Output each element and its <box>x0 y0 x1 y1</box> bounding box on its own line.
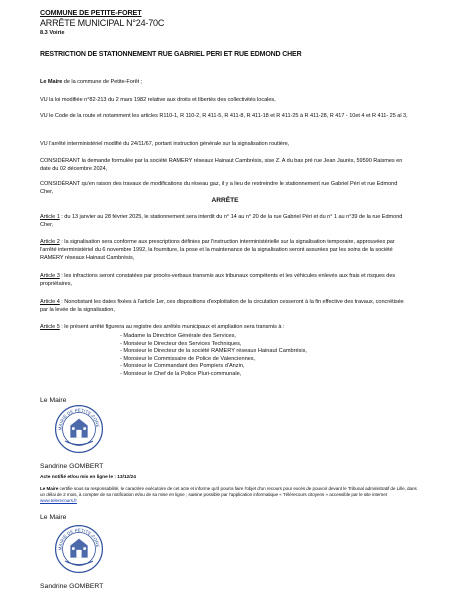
signature-2-name: Sandrine GOMBERT <box>40 583 104 590</box>
arrete-objet: RESTRICTION DE STATIONNEMENT RUE GABRIEL PERI ET RUE EDMOND CHER <box>40 51 302 58</box>
visa-1: VU la loi modifiée n°82-213 du 2 mars 1982 relative aux droits et libertés des collectivités locales, <box>40 97 276 103</box>
destinataire-item: - Madame la Directrice Générale des Services, <box>120 333 236 339</box>
article-4 <box>40 298 412 314</box>
affichage-date: Acte notifié et/ou mis en ligne le : 13/12/24 <box>40 475 136 480</box>
commune-name: COMMUNE DE PETITE-FORET <box>40 8 142 17</box>
destinataires-list <box>120 333 307 379</box>
article-2 <box>40 238 412 262</box>
seal-text: MAIRIE DE PETITE-FORE <box>57 407 101 431</box>
article-5 <box>40 323 412 331</box>
seal-text: MAIRIE DE PETITE-FORE <box>57 527 101 551</box>
recours-bold: Le Maire <box>40 486 59 491</box>
signature-2-label: Le Maire <box>40 514 67 521</box>
considerant-1: CONSIDÉRANT la demande formulée par la société RAMERY réseaux Hainaut Cambrésis, sise Z. A du bas pré rue Jean Jaurès, 59590 Raismes en date du 02 décembre 2024, <box>40 158 403 172</box>
article-4-text: : Nonobstant les dates fixées à l'article 1er, ces dispositions d'exploitation de la circulation cesseront à la fin effective des travaux, concrétisée par la levée de la signalisation, <box>40 299 404 313</box>
article-3-label: Article 3 <box>40 273 60 279</box>
signature-1-label: Le Maire <box>40 397 67 404</box>
maire-intro-text: de la commune de Petite-Forêt ; <box>62 79 143 85</box>
rubrique: 8.3 Voirie <box>40 30 65 36</box>
article-2-label: Article 2 <box>40 239 60 245</box>
arrete-number: ARRÊTE MUNICIPAL N°24-70C <box>40 18 165 28</box>
signature-1-name: Sandrine GOMBERT <box>40 463 104 470</box>
article-4-label: Article 4 <box>40 299 60 305</box>
arrete-heading: ARRÊTE <box>211 197 239 204</box>
recours-text: certifie sous sa responsabilité, le caractère exécutoire de cet acte et informe qu'il pourra faire l'objet d'un recours pour excès de pouvoir devant le Tribunal administratif de Lille, dans un délai de 2 mois, à compter de sa notification et/ou de sa mise en ligne ; saisine possible par l'application informatique « Télérecours citoyens » accessible par le site internet <box>40 486 417 497</box>
article-2-text: : la signalisation sera conforme aux prescriptions définies par l'instruction interministérielle sur la signalisation temporaire, approuvées par l'arrêté interministériel du 6 novembre 1992, la fourniture, la pose et la maintenance de la signalisation seront assurées par les soins de la société RAMERY réseaux Hainaut Cambrésis, <box>40 239 395 261</box>
destinataire-item: - Monsieur le Directeur de la société RAMERY réseaux Hainaut Cambrésis, <box>120 348 307 355</box>
article-5-label: Article 5 <box>40 324 60 330</box>
article-3-text: : les infractions seront constatées par procès-verbaux transmis aux tribunaux compétents et les véhicules enlevés aux frais et risques des propriétaires, <box>40 273 396 287</box>
recours-notice <box>40 486 420 504</box>
telerecours-link[interactable]: www.telerecours.fr <box>40 498 77 503</box>
destinataire-item: - Monsieur le Directeur des Services Techniques, <box>120 340 242 347</box>
visa-3: VU l'arrêté interministériel modifié du 24/11/67, portant instruction générale sur la signalisation routière, <box>40 141 290 147</box>
considerant-2: CONSIDÉRANT qu'en raison des travaux de modifications du réseau gaz, il y a lieu de restreindre le stationnement rue Gabriel Péri et rue Edmond Cher, <box>40 181 398 195</box>
destinataire-item: - Monsieur le Chef de la Police Pluri-communale, <box>120 370 242 377</box>
article-1 <box>40 213 412 229</box>
article-3 <box>40 272 412 288</box>
destinataire-item: - Monsieur le Commissaire de Police de Valenciennes, <box>120 355 256 362</box>
article-1-text: : du 13 janvier au 28 février 2025, le stationnement sera interdit du n° 14 au n° 20 de la rue Gabriel Péri et du n° 1 au n°39 de la rue Edmond Cher, <box>40 214 403 228</box>
maire-intro-bold: Le Maire <box>40 79 63 85</box>
mairie-seal-stamp <box>53 523 105 575</box>
visa-2: VU le Code de la route et notamment les articles R110-1, R 110-2, R 411-5, R 411-8, R 411-18 et R 411-25 à R 411-28, R 417 - 10et 4 et R 411- 25 al 3, <box>40 113 408 119</box>
article-5-text: : le présent arrêté figurera au registre des arrêtés municipaux et ampliation sera transmis à : <box>59 324 285 330</box>
mairie-seal-stamp <box>53 403 105 455</box>
maire-intro <box>40 78 410 86</box>
article-1-label: Article 1 <box>40 214 60 220</box>
destinataire-item: - Monsieur le Commandant des Pompiers d'Anzin, <box>120 363 245 370</box>
